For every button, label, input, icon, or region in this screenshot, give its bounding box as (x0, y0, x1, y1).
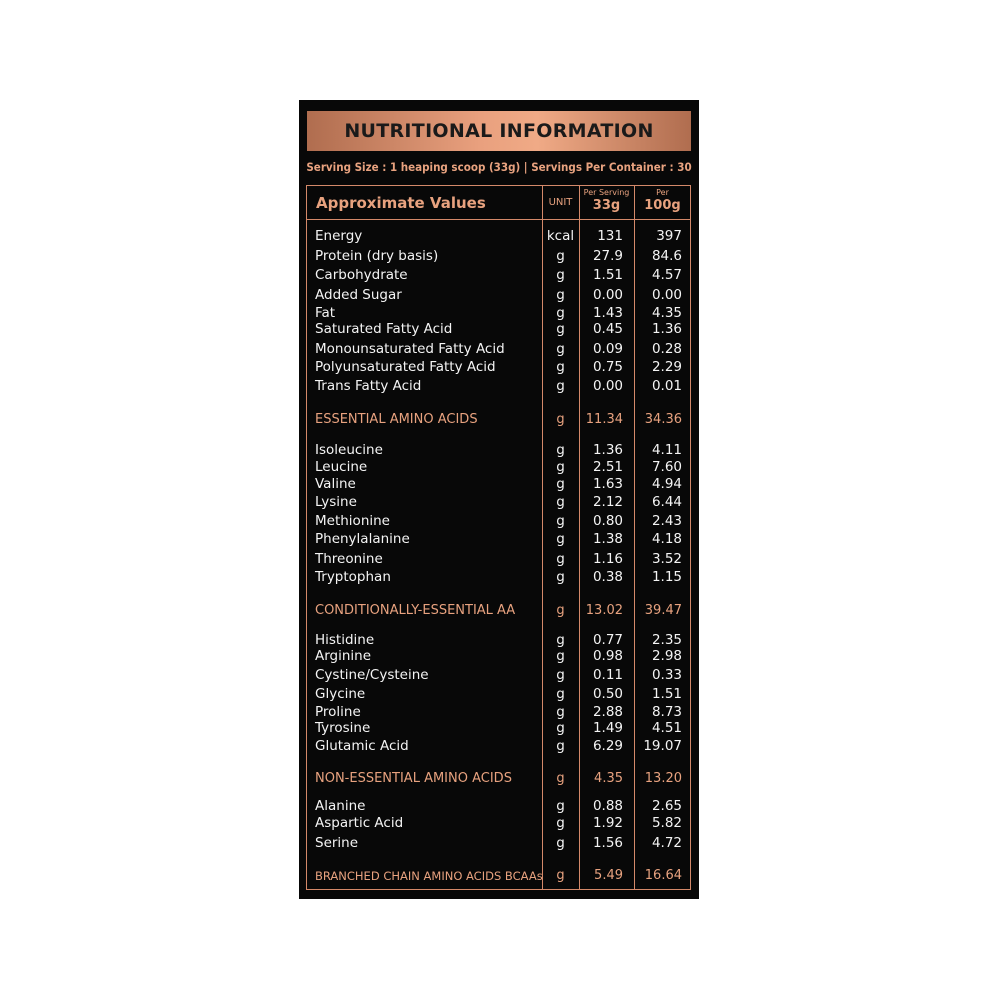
nutrient-name: Trans Fatty Acid (315, 378, 422, 394)
nutrient-row (307, 358, 690, 376)
per-100g-value: 0.00 (651, 287, 682, 303)
per-serving-big: 33g (592, 198, 621, 213)
nutrient-unit: g (556, 305, 565, 321)
per-serving-value: 0.00 (592, 287, 623, 303)
nutrient-unit: g (556, 667, 565, 683)
per-100g-value: 4.51 (651, 720, 682, 736)
per-100g-value: 397 (656, 228, 682, 244)
per-serving-value: 0.98 (592, 648, 623, 664)
per-serving-value: 2.51 (592, 459, 623, 475)
approx-values-header: Approximate Values (316, 194, 486, 212)
per-100g-value: 39.47 (644, 603, 682, 618)
per-100g-value: 4.94 (651, 476, 682, 492)
nutrient-row (307, 719, 690, 737)
nutrient-unit: g (556, 287, 565, 303)
nutrient-row (307, 227, 690, 245)
per-serving-value: 131 (597, 228, 623, 244)
nutrient-unit: g (556, 569, 565, 585)
nutrient-unit: g (556, 815, 565, 831)
nutrient-unit: kcal (546, 228, 575, 244)
header-divider (307, 219, 690, 220)
nutrient-row (307, 493, 690, 511)
nutrient-unit: g (556, 476, 565, 492)
nutrient-row (307, 512, 690, 530)
nutrient-unit: g (556, 686, 565, 702)
per-serving-value: 27.9 (592, 248, 623, 264)
per-serving-small: Per Serving (583, 188, 630, 197)
per-100g-value: 1.36 (651, 321, 682, 337)
per-serving-value: 0.50 (592, 686, 623, 702)
per-100g-value: 0.33 (651, 667, 682, 683)
nutrient-unit: g (556, 321, 565, 337)
per-serving-value: 1.51 (592, 267, 623, 283)
per-serving-value: 13.02 (585, 603, 623, 618)
category-row (307, 770, 690, 788)
nutrient-name: Added Sugar (315, 287, 402, 303)
per-100g-value: 7.60 (651, 459, 682, 475)
per-serving-value: 1.36 (592, 442, 623, 458)
nutrient-unit: g (556, 603, 565, 618)
per-serving-value: 0.75 (592, 359, 623, 375)
nutrient-name: Threonine (315, 551, 383, 567)
nutrient-name: Fat (315, 305, 336, 321)
per-serving-value: 0.80 (592, 513, 623, 529)
nutrient-name: Isoleucine (315, 442, 383, 458)
nutrient-name: Arginine (315, 648, 372, 664)
nutrient-name: Aspartic Acid (315, 815, 404, 831)
nutrient-row (307, 441, 690, 459)
per-100g-value: 5.82 (651, 815, 682, 831)
per-100g-value: 4.57 (651, 267, 682, 283)
nutrient-unit: g (556, 341, 565, 357)
per-serving-value: 1.56 (592, 835, 623, 851)
nutrient-name: Cystine/Cysteine (315, 667, 429, 683)
per-100g-value: 2.35 (651, 632, 682, 648)
nutrient-unit: g (556, 494, 565, 510)
per-100g-value: 2.29 (651, 359, 682, 375)
nutrient-row (307, 834, 690, 852)
nutrient-name: ESSENTIAL AMINO ACIDS (315, 412, 478, 427)
nutrient-unit: g (556, 551, 565, 567)
per-serving-value: 0.45 (592, 321, 623, 337)
per-100g-value: 2.43 (651, 513, 682, 529)
nutrient-row (307, 458, 690, 476)
per-100g-value: 84.6 (651, 248, 682, 264)
per-100g-value: 1.51 (651, 686, 682, 702)
per-100g-value: 0.01 (651, 378, 682, 394)
nutrient-name: Phenylalanine (315, 531, 410, 547)
category-row (307, 602, 690, 620)
per-100g-value: 2.98 (651, 648, 682, 664)
category-row (307, 411, 690, 429)
nutrient-name: Glycine (315, 686, 366, 702)
nutrient-unit: g (556, 835, 565, 851)
per-100g-value: 2.65 (651, 798, 682, 814)
nutrient-unit: g (556, 738, 565, 754)
per-100g-value: 16.64 (644, 868, 682, 883)
nutrient-name: Glutamic Acid (315, 738, 409, 754)
nutrient-name: Polyunsaturated Fatty Acid (315, 359, 496, 375)
nutrient-name: Serine (315, 835, 359, 851)
nutrient-unit: g (556, 648, 565, 664)
nutrient-row (307, 377, 690, 395)
per-100g-value: 0.28 (651, 341, 682, 357)
per-100g-value: 4.35 (651, 305, 682, 321)
per-serving-value: 6.29 (592, 738, 623, 754)
per-serving-value: 4.35 (594, 771, 623, 786)
nutrient-unit: g (556, 459, 565, 475)
per-100g-value: 4.72 (651, 835, 682, 851)
nutrient-unit: g (556, 798, 565, 814)
per-serving-header (579, 188, 634, 214)
per-serving-value: 1.38 (592, 531, 623, 547)
per-serving-value: 0.77 (592, 632, 623, 648)
nutrient-row (307, 797, 690, 815)
per-serving-value: 1.43 (592, 305, 623, 321)
nutrition-table (306, 185, 691, 890)
nutrient-row (307, 475, 690, 493)
nutrient-unit: g (556, 531, 565, 547)
nutrient-row (307, 568, 690, 586)
nutrient-row (307, 737, 690, 755)
nutrient-name: Alanine (315, 798, 366, 814)
nutrient-name: Lysine (315, 494, 357, 510)
nutrient-row (307, 666, 690, 684)
per-100g-value: 3.52 (651, 551, 682, 567)
per-serving-value: 1.63 (592, 476, 623, 492)
per-serving-value: 11.34 (585, 412, 623, 427)
nutrient-name: Methionine (315, 513, 390, 529)
per-serving-value: 0.00 (592, 378, 623, 394)
nutrient-name: Monounsaturated Fatty Acid (315, 341, 505, 357)
per-100g-value: 6.44 (651, 494, 682, 510)
nutrient-name: Saturated Fatty Acid (315, 321, 453, 337)
per-serving-value: 0.38 (592, 569, 623, 585)
nutrient-row (307, 685, 690, 703)
nutrient-name: NON-ESSENTIAL AMINO ACIDS (315, 771, 512, 786)
nutrient-row (307, 647, 690, 665)
nutrient-name: Leucine (315, 459, 368, 475)
nutrient-unit: g (556, 868, 565, 883)
per-100g-header (634, 188, 691, 214)
nutrient-unit: g (556, 267, 565, 283)
label-title: NUTRITIONAL INFORMATION (344, 120, 654, 142)
category-row (307, 867, 690, 885)
per-100g-value: 1.15 (651, 569, 682, 585)
nutrient-row (307, 814, 690, 832)
nutrient-name: Valine (315, 476, 356, 492)
nutrient-name: Proline (315, 704, 361, 720)
nutrient-name: Tryptophan (315, 569, 391, 585)
per-serving-value: 1.16 (592, 551, 623, 567)
serving-info: Serving Size : 1 heaping scoop (33g) | Servings Per Container : 30 (306, 160, 692, 174)
per-100g-value: 4.18 (651, 531, 682, 547)
nutrient-row (307, 266, 690, 284)
nutrient-unit: g (556, 248, 565, 264)
per-100g-value: 13.20 (644, 771, 682, 786)
per-serving-value: 1.92 (592, 815, 623, 831)
per-100g-value: 8.73 (651, 704, 682, 720)
per-serving-value: 0.11 (592, 667, 623, 683)
nutrient-name: Tyrosine (315, 720, 371, 736)
nutrient-unit: g (556, 359, 565, 375)
nutrient-row (307, 320, 690, 338)
per-100g-value: 19.07 (643, 738, 682, 754)
per-100-big: 100g (644, 198, 681, 213)
per-serving-value: 2.12 (592, 494, 623, 510)
nutrient-row (307, 550, 690, 568)
nutrient-unit: g (556, 771, 565, 786)
nutrient-name: Protein (dry basis) (315, 248, 439, 264)
unit-header: UNIT (548, 197, 573, 208)
nutrient-name: Energy (315, 228, 363, 244)
nutrient-row (307, 530, 690, 548)
per-serving-value: 1.49 (592, 720, 623, 736)
nutrient-name: BRANCHED CHAIN AMINO ACIDS BCAAs (315, 869, 543, 883)
nutrient-unit: g (556, 720, 565, 736)
nutrient-unit: g (556, 632, 565, 648)
per-serving-value: 0.09 (592, 341, 623, 357)
nutrient-unit: g (556, 412, 565, 427)
per-100g-value: 34.36 (644, 412, 682, 427)
nutrient-unit: g (556, 513, 565, 529)
per-100g-value: 4.11 (651, 442, 682, 458)
per-serving-value: 5.49 (594, 868, 623, 883)
per-100-small: Per (656, 188, 669, 197)
per-serving-value: 0.88 (592, 798, 623, 814)
nutrient-unit: g (556, 442, 565, 458)
nutrient-unit: g (556, 704, 565, 720)
nutrient-name: Carbohydrate (315, 267, 408, 283)
nutrient-row (307, 340, 690, 358)
per-serving-value: 2.88 (592, 704, 623, 720)
nutrient-row (307, 247, 690, 265)
nutrient-name: Histidine (315, 632, 375, 648)
nutrient-unit: g (556, 378, 565, 394)
nutrient-row (307, 286, 690, 304)
nutrient-name: CONDITIONALLY-ESSENTIAL AA (315, 603, 516, 618)
title-banner (307, 111, 691, 151)
nutrition-label (299, 100, 699, 899)
